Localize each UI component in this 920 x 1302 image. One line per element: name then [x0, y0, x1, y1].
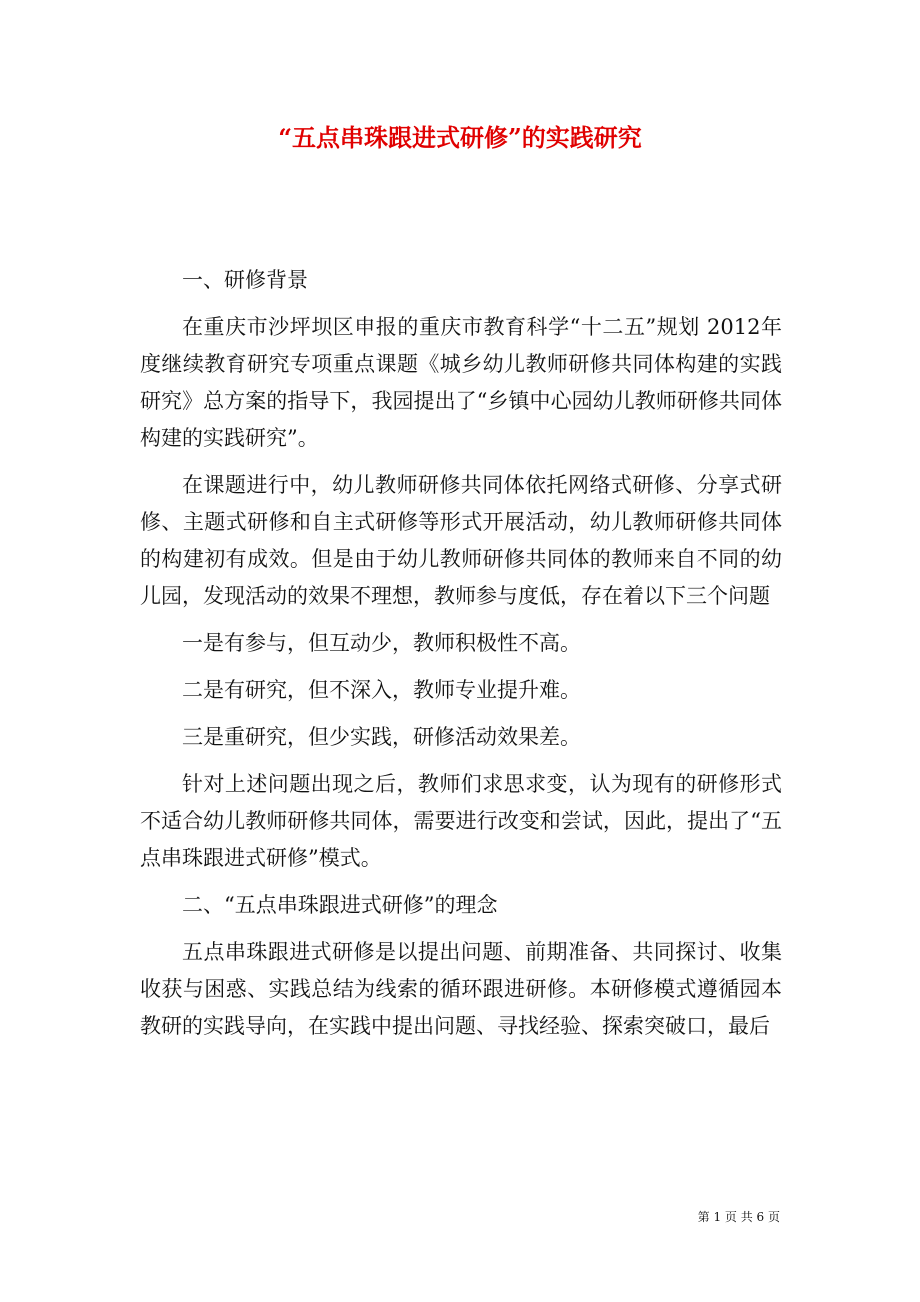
list-item-problem-3: 三是重研究，但少实践，研修活动效果差。: [182, 725, 581, 749]
page-number-footer: 第 1 页 共 6 页: [697, 1210, 780, 1224]
section-heading-concept: 二、“五点串珠跟进式研修”的理念: [182, 893, 498, 917]
document-body: [140, 262, 782, 1055]
paragraph: 在重庆市沙坪坝区申报的重庆市教育科学“十二五”规划 2012年度继续教育研究专项重点课题《城乡幼儿教师研修共同体构建的实践研究》总方案的指导下，我园提出了“乡镇中心园幼儿教师研修共同体构建的实践研究”。: [140, 315, 782, 450]
paragraph: 在课题进行中，幼儿教师研修共同体依托网络式研修、分享式研修、主题式研修和自主式研修等形式开展活动，幼儿教师研修共同体的构建初有成效。但是由于幼儿教师研修共同体的教师来自不同的幼儿园，发现活动的效果不理想，教师参与度低，存在着以下三个问题: [140, 473, 782, 608]
section-heading-background: 一、研修背景: [182, 268, 308, 292]
paragraph: 五点串珠跟进式研修是以提出问题、前期准备、共同探讨、收集收获与困惑、实践总结为线索的循环跟进研修。本研修模式遵循园本教研的实践导向，在实践中提出问题、寻找经验、探索突破口，最后: [140, 940, 782, 1038]
list-item-problem-2: 二是有研究，但不深入，教师专业提升难。: [182, 678, 581, 702]
document-title: “五点串珠跟进式研修”的实践研究: [278, 123, 642, 152]
list-item-problem-1: 一是有参与，但互动少，教师积极性不高。: [182, 631, 581, 655]
paragraph: 针对上述问题出现之后，教师们求思求变，认为现有的研修形式不适合幼儿教师研修共同体，需要进行改变和尝试，因此，提出了“五点串珠跟进式研修”模式。: [140, 772, 782, 870]
